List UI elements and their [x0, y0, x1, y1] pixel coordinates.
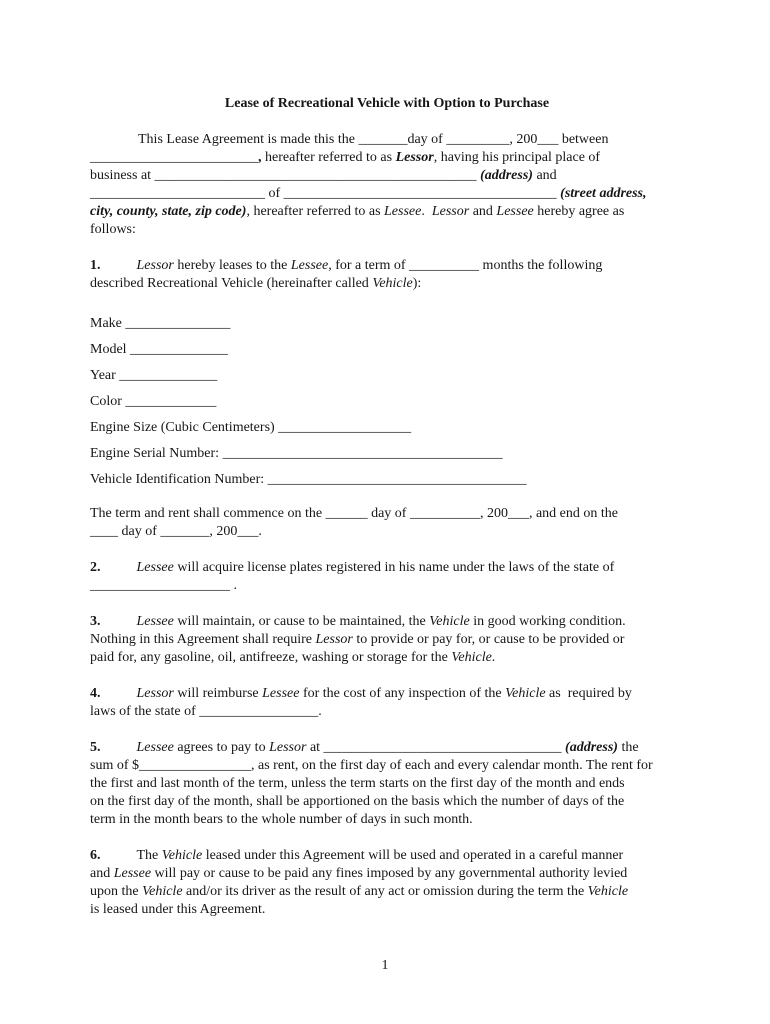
section-6-paragraph-line: 6. The Vehicle leased under this Agreement will be used and operated in a careful manner: [90, 848, 624, 863]
intro-paragraph-line: This Lease Agreement is made this the _______day of _________, 200___ between: [138, 132, 609, 147]
intro-paragraph-line: follows:: [90, 222, 136, 237]
section-6-paragraph-line: upon the Vehicle and/or its driver as the result of any act or omission during the term the Vehicle: [90, 884, 629, 899]
section-1-paragraph-line: described Recreational Vehicle (hereinafter called Vehicle):: [90, 276, 422, 291]
section-3-paragraph-line: 3. Lessee will maintain, or cause to be maintained, the Vehicle in good working condition.: [90, 614, 626, 629]
vehicle-detail-fields-line: Year ______________: [90, 368, 218, 383]
section-5-paragraph-line: 5. Lessee agrees to pay to Lessor at __________________________________ (address) the: [90, 740, 639, 755]
document-body: [90, 131, 684, 919]
section-3-paragraph: [90, 613, 684, 667]
section-6-paragraph-line: and Lessee will pay or cause to be paid any fines imposed by any governmental authority levied: [90, 866, 628, 881]
section-4-paragraph-line: 4. Lessor will reimburse Lessee for the cost of any inspection of the Vehicle as required by: [90, 686, 632, 701]
document-title: Lease of Recreational Vehicle with Option to Purchase: [224, 96, 550, 111]
vehicle-detail-fields-line: Engine Serial Number: ________________________________________: [90, 446, 503, 461]
vehicle-detail-fields-line: Vehicle Identification Number: _____________________________________: [90, 472, 527, 487]
section-5-paragraph: [90, 739, 684, 829]
page-number-footer: 1: [381, 958, 389, 973]
section-6-paragraph-line: is leased under this Agreement.: [90, 902, 266, 917]
section-4-paragraph-line: laws of the state of _________________.: [90, 704, 322, 719]
vehicle-detail-fields-line: Make _______________: [90, 316, 231, 331]
section-6-paragraph: [90, 847, 684, 919]
intro-paragraph: [90, 131, 684, 239]
vehicle-detail-fields: [90, 311, 684, 493]
intro-paragraph-line: _________________________ of _______________________________________ (street address,: [90, 186, 647, 201]
term-commencement-paragraph: [90, 505, 684, 541]
intro-paragraph-line: city, county, state, zip code), hereafter referred to as Lessee. Lessor and Lessee hereby agree as: [90, 204, 625, 219]
section-5-paragraph-line: term in the month bears to the whole number of days in such month.: [90, 812, 473, 827]
section-5-paragraph-line: sum of $________________, as rent, on the first day of each and every calendar month. The rent for: [90, 758, 653, 773]
intro-paragraph-line: business at ______________________________________________ (address) and: [90, 168, 557, 183]
section-2-paragraph: [90, 559, 684, 595]
intro-paragraph-line: ________________________, hereafter referred to as Lessor, having his principal place of: [90, 150, 601, 165]
section-1-paragraph-line: 1. Lessor hereby leases to the Lessee, for a term of __________ months the following: [90, 258, 603, 273]
section-2-paragraph-line: ____________________ .: [90, 578, 237, 593]
section-5-paragraph-line: on the first day of the month, shall be apportioned on the basis which the number of days of the: [90, 794, 625, 809]
term-commencement-paragraph-line: ____ day of _______, 200___.: [90, 524, 262, 539]
section-3-paragraph-line: paid for, any gasoline, oil, antifreeze, washing or storage for the Vehicle.: [90, 650, 496, 665]
vehicle-detail-fields-line: Color _____________: [90, 394, 217, 409]
section-2-paragraph-line: 2. Lessee will acquire license plates registered in his name under the laws of the state of: [90, 560, 615, 575]
section-1-paragraph: [90, 257, 684, 293]
section-4-paragraph: [90, 685, 684, 721]
term-commencement-paragraph-line: The term and rent shall commence on the ______ day of __________, 200___, and end on the: [90, 506, 618, 521]
vehicle-detail-fields-line: Engine Size (Cubic Centimeters) ___________________: [90, 420, 412, 435]
section-3-paragraph-line: Nothing in this Agreement shall require Lessor to provide or pay for, or cause to be provided or: [90, 632, 625, 647]
document-content: [90, 95, 684, 937]
vehicle-detail-fields-line: Model ______________: [90, 342, 229, 357]
section-5-paragraph-line: the first and last month of the term, unless the term starts on the first day of the month and ends: [90, 776, 625, 791]
